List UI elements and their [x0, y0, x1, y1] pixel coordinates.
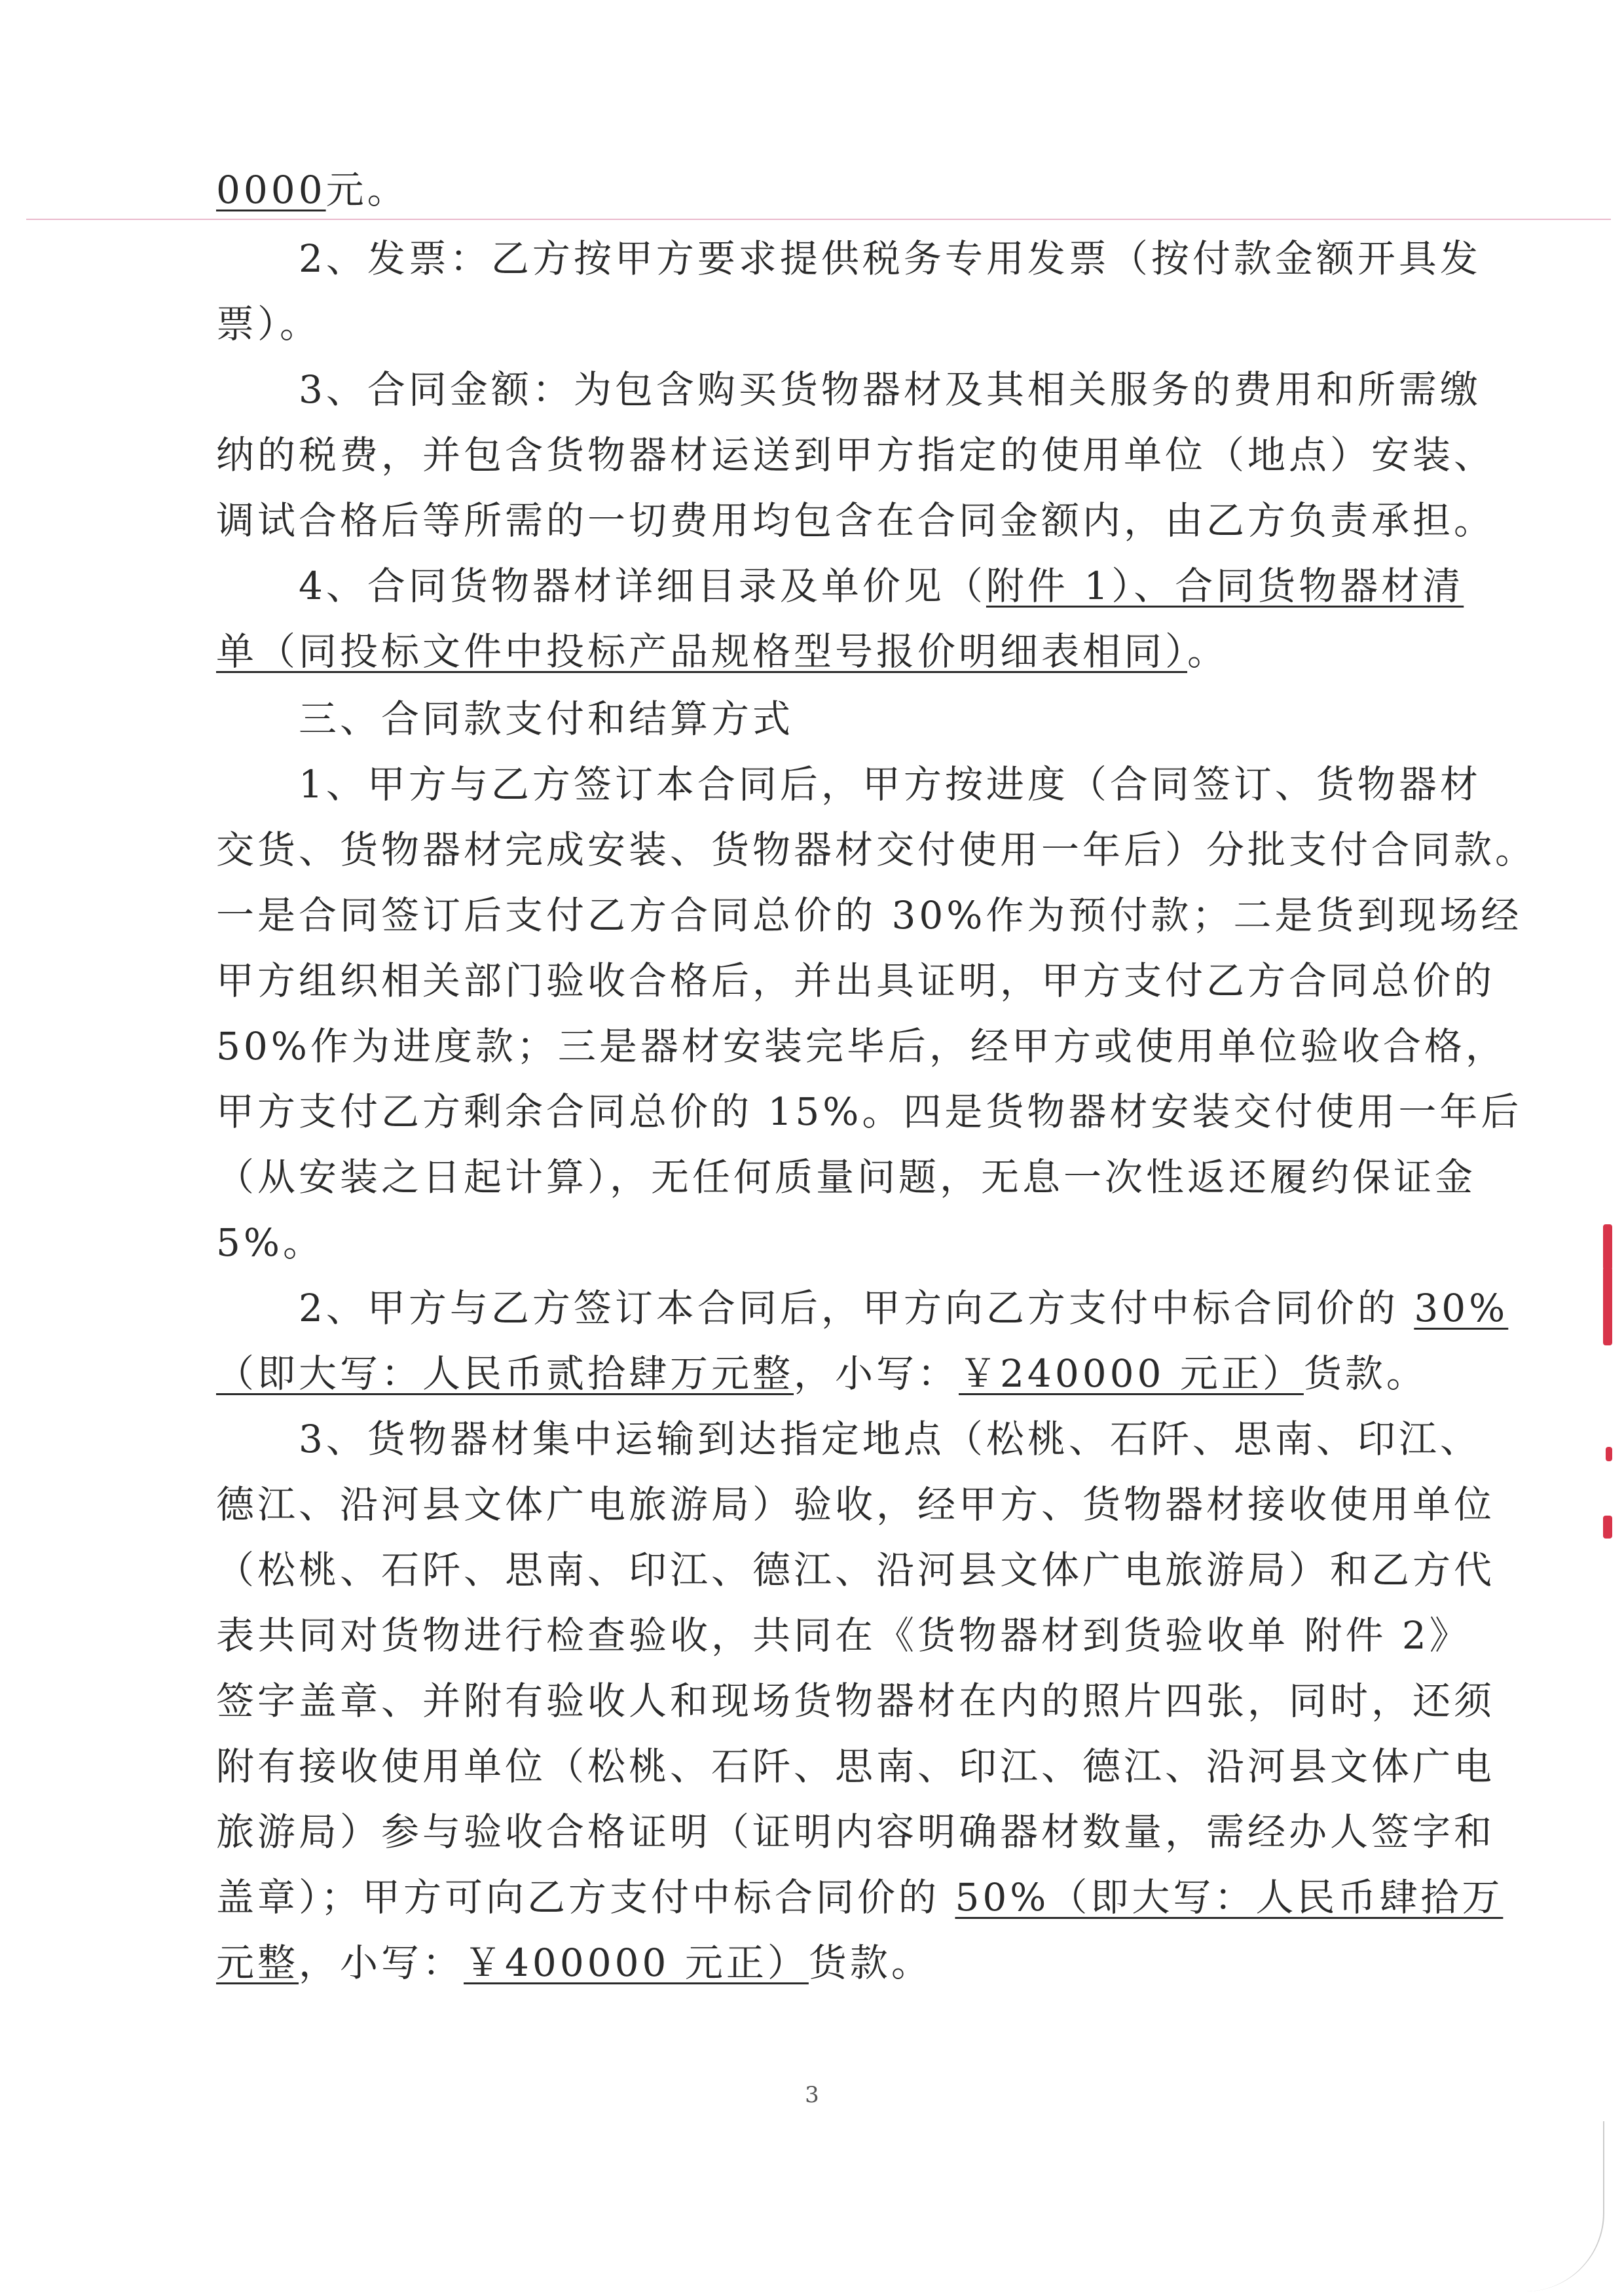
underlined-fill-text: （即大写：人民币贰拾肆万元整: [216, 1351, 794, 1396]
text-line: [216, 883, 1522, 948]
text-segment: 纳的税费，并包含货物器材运送到甲方指定的使用单位（地点）安装、: [216, 433, 1496, 477]
text-line: [216, 1930, 1473, 1995]
text-line: [216, 1537, 1496, 1603]
underlined-fill-text: ￥240000 元正）: [959, 1351, 1304, 1396]
text-line: [216, 1734, 1496, 1799]
seal-fragment: [1603, 1516, 1612, 1539]
text-segment: 4、合同货物器材详细目录及单价见（: [216, 564, 986, 608]
underlined-fill-text: 0000: [216, 168, 326, 212]
text-segment: 一是合同签订后支付乙方合同总价的 30%作为预付款；二是货到现场经: [216, 893, 1522, 938]
underlined-fill-text: 50%（即大写：人民币肆拾万: [955, 1875, 1504, 1920]
text-line: [216, 422, 1496, 488]
underlined-fill-text: ￥400000 元正）: [464, 1941, 809, 1985]
text-line: [216, 1275, 1509, 1341]
text-line: [216, 357, 1481, 422]
text-line: [216, 948, 1496, 1013]
text-segment: 调试合格后等所需的一切费用均包含在合同金额内，由乙方负责承担。: [216, 498, 1496, 543]
text-segment: 货款。: [1303, 1351, 1428, 1396]
text-line: [216, 1144, 1477, 1210]
text-segment: 盖章）；甲方可向乙方支付中标合同价的: [216, 1875, 955, 1920]
text-segment: 德江、沿河县文体广电旅游局）验收，经甲方、货物器材接收使用单位: [216, 1482, 1496, 1527]
text-line: [216, 1668, 1496, 1734]
text-line: [216, 157, 1473, 223]
text-segment: 货款。: [808, 1941, 932, 1985]
text-segment: 2、甲方与乙方签订本合同后，甲方向乙方支付中标合同价的: [216, 1286, 1414, 1330]
text-segment: （松桃、石阡、思南、印江、德江、沿河县文体广电旅游局）和乙方代: [216, 1548, 1496, 1592]
page-number: 3: [805, 2082, 819, 2108]
text-segment: ，小写：: [299, 1941, 464, 1985]
text-line: [216, 817, 1537, 883]
text-line: [216, 1472, 1496, 1537]
text-line: [216, 686, 1473, 752]
text-segment: 2、发票：乙方按甲方要求提供税务专用发票（按付款金额开具发: [216, 236, 1481, 281]
text-line: [216, 226, 1481, 291]
scan-edge-mark: [1524, 2121, 1604, 2291]
text-line: [216, 291, 1473, 357]
text-line: [216, 619, 1473, 684]
text-segment: 签字盖章、并附有验收人和现场货物器材在内的照片四张，同时，还须: [216, 1679, 1496, 1723]
text-segment: 3、合同金额：为包含购买货物器材及其相关服务的费用和所需缴: [216, 367, 1481, 412]
seal-fragment: [1603, 1267, 1612, 1345]
text-segment: 甲方支付乙方剩余合同总价的 15%。四是货物器材安装交付使用一年后: [216, 1089, 1522, 1134]
text-segment: 表共同对货物进行检查验收，共同在《货物器材到货验收单 附件 2》: [216, 1613, 1471, 1658]
text-segment: 附有接收使用单位（松桃、石阡、思南、印江、德江、沿河县文体广电: [216, 1744, 1496, 1789]
text-line: [216, 1341, 1473, 1406]
text-segment: 。: [1187, 629, 1229, 674]
text-segment: 3、货物器材集中运输到达指定地点（松桃、石阡、思南、印江、: [216, 1417, 1481, 1461]
underlined-fill-text: 30%: [1414, 1286, 1509, 1330]
text-segment: （从安装之日起计算），无任何质量问题，无息一次性返还履约保证金: [216, 1155, 1477, 1199]
text-segment: 交货、货物器材完成安装、货物器材交付使用一年后）分批支付合同款。: [216, 828, 1537, 872]
text-segment: 1、甲方与乙方签订本合同后，甲方按进度（合同签订、货物器材: [216, 762, 1481, 807]
text-line: [216, 1865, 1504, 1930]
text-line: [216, 752, 1481, 817]
text-segment: 三、合同款支付和结算方式: [216, 697, 794, 741]
text-line: [216, 1210, 1473, 1275]
text-segment: 5%。: [216, 1220, 325, 1265]
text-segment: 50%作为进度款；三是器材安装完毕后，经甲方或使用单位验收合格，: [216, 1024, 1507, 1068]
text-line: [216, 1406, 1481, 1472]
text-line: [216, 1013, 1507, 1079]
text-line: [216, 488, 1496, 553]
seal-fragment: [1603, 1224, 1612, 1270]
text-segment: 旅游局）参与验收合格证明（证明内容明确器材数量，需经办人签字和: [216, 1810, 1496, 1854]
seal-fragment: [1606, 1447, 1612, 1461]
text-segment: 元。: [325, 168, 409, 212]
text-segment: 甲方组织相关部门验收合格后，并出具证明，甲方支付乙方合同总价的: [216, 958, 1496, 1003]
underlined-fill-text: 单（同投标文件中投标产品规格型号报价明细表相同）: [216, 629, 1188, 674]
text-line: [216, 1079, 1522, 1144]
text-segment: 票）。: [216, 302, 322, 346]
text-segment: ，小写：: [794, 1351, 959, 1396]
text-line: [216, 1603, 1473, 1668]
underlined-fill-text: 附件 1）、合同货物器材清: [986, 564, 1464, 608]
underlined-fill-text: 元整: [216, 1941, 299, 1985]
text-line: [216, 553, 1473, 619]
text-line: [216, 1799, 1496, 1865]
